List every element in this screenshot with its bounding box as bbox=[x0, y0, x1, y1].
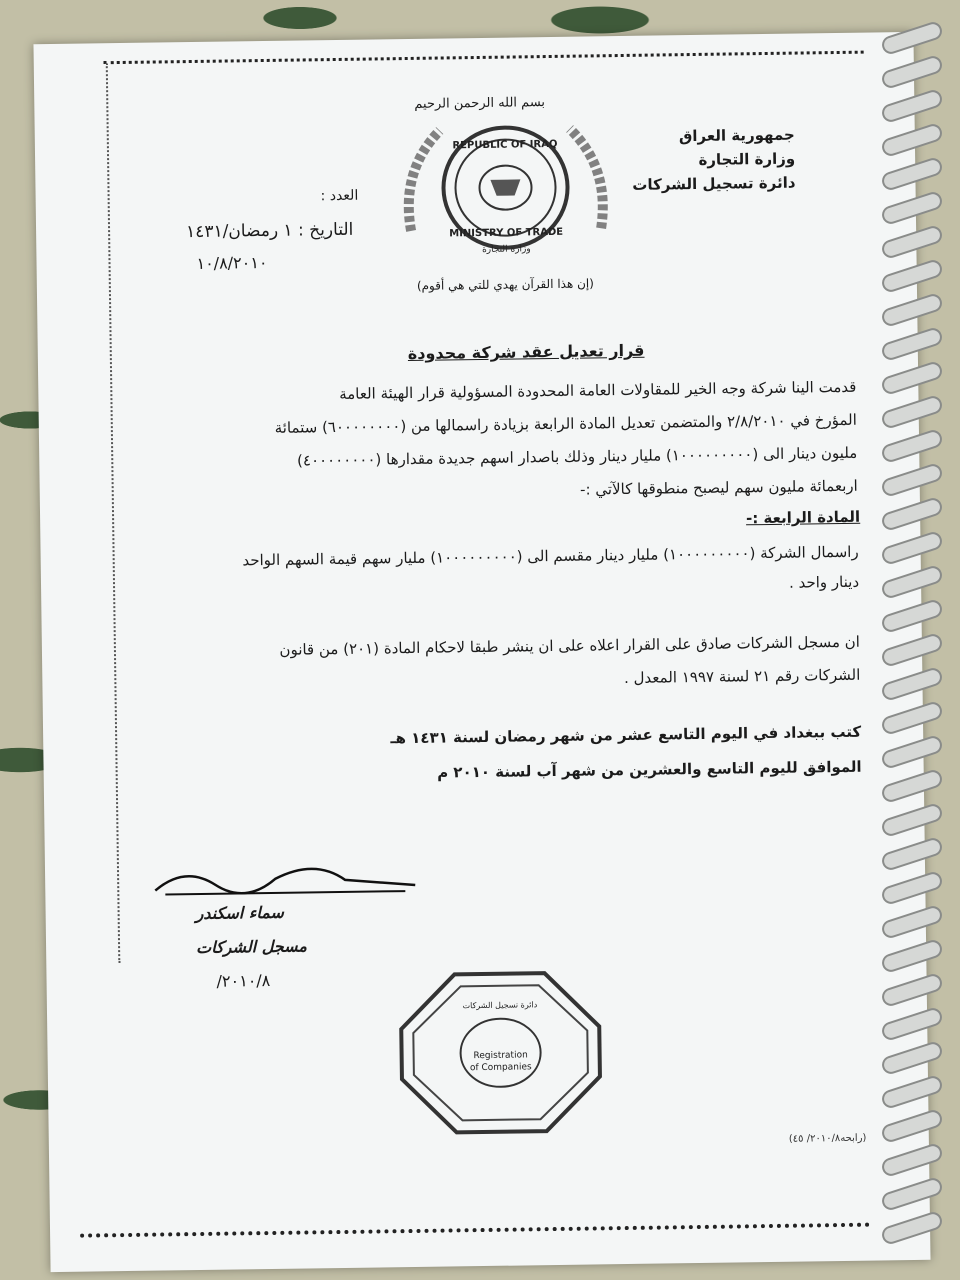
binding-ring bbox=[881, 497, 943, 531]
binding-ring bbox=[881, 531, 943, 565]
article-line: دينار واحد . bbox=[788, 572, 860, 592]
binding-ring bbox=[881, 837, 943, 871]
binding-ring bbox=[881, 1177, 943, 1211]
quran-verse: (إن هذا القرآن يهدي للتي هي أقوم) bbox=[416, 276, 594, 293]
registrar-line: ان مسجل الشركات صادق على القرار اعلاه على ان ينشر طبقا لاحكام المادة (٢٠١) من قانون bbox=[279, 632, 861, 659]
article-heading: المادة الرابعة :- bbox=[745, 507, 861, 528]
binding-ring bbox=[881, 293, 943, 327]
body-line: مليون دينار الى (١٠٠٠٠٠٠٠٠٠) مليار دينار وذلك باصدار اسهم جديدة مقدارها (٤٠٠٠٠٠٠٠٠) bbox=[296, 443, 858, 470]
binding-ring bbox=[881, 55, 943, 89]
svg-text:وزارة التجارة: وزارة التجارة bbox=[481, 244, 531, 255]
binding-ring bbox=[881, 259, 943, 293]
left-dotted-border bbox=[106, 63, 121, 963]
date-gregorian: ١٠/٨/٢٠١٠ bbox=[196, 252, 268, 273]
binding-ring bbox=[881, 633, 943, 667]
binding-ring bbox=[881, 939, 943, 973]
header-ministry: وزارة التجارة bbox=[698, 149, 796, 169]
binding-ring bbox=[881, 21, 943, 55]
header-country: جمهورية العراق bbox=[678, 125, 795, 146]
binding-ring bbox=[881, 225, 943, 259]
date-hijri: التاريخ : ١ رمضان/١٤٣١ bbox=[185, 219, 354, 243]
document-title: قرار تعديل عقد شركة محدودة bbox=[407, 340, 645, 364]
signatory-name: سماء اسكندر bbox=[195, 902, 285, 924]
binding-ring bbox=[881, 327, 943, 361]
top-dotted-border bbox=[104, 51, 864, 65]
bottom-dotted-border bbox=[80, 1223, 870, 1238]
binding-ring bbox=[881, 871, 943, 905]
binding-ring bbox=[881, 803, 943, 837]
body-line: قدمت الينا شركة وجه الخير للمقاولات العامة المحدودة المسؤولية قرار الهيئة العامة bbox=[339, 377, 857, 403]
registrar-line: الشركات رقم ٢١ لسنة ١٩٩٧ المعدل . bbox=[623, 665, 861, 688]
number-label: العدد : bbox=[320, 187, 359, 205]
article-line: راسمال الشركة (١٠٠٠٠٠٠٠٠٠) مليار دينار مقسم الى (١٠٠٠٠٠٠٠٠٠) مليار سهم قيمة السهم الواحد bbox=[242, 542, 859, 570]
signatory-title: مسجل الشركات bbox=[195, 936, 308, 958]
document-page bbox=[33, 32, 930, 1272]
header-department: دائرة تسجيل الشركات bbox=[632, 173, 796, 194]
written-line: كتب ببغداد في اليوم التاسع عشر من شهر رمضان لسنة ١٤٣١ هـ bbox=[390, 722, 862, 748]
registration-seal bbox=[394, 966, 606, 1139]
binding-ring bbox=[881, 1075, 943, 1109]
binding-ring bbox=[881, 905, 943, 939]
written-line: الموافق لليوم التاسع والعشرين من شهر آب لسنة ٢٠١٠ م bbox=[437, 757, 862, 782]
binding-ring bbox=[881, 395, 943, 429]
binding-ring bbox=[881, 1211, 943, 1245]
basmala: بسم الله الرحمن الرحيم bbox=[414, 95, 546, 112]
signature-date: ٢٠١٠/٨/ bbox=[216, 970, 271, 991]
binding-ring bbox=[881, 1109, 943, 1143]
body-line: المؤرخ في ٢/٨/٢٠١٠ والمتضمن تعديل المادة الرابعة بزيادة راسمالها من (٦٠٠٠٠٠٠٠٠) ستمائة bbox=[274, 410, 857, 437]
binding-ring bbox=[881, 599, 943, 633]
binding-ring bbox=[881, 565, 943, 599]
binding-ring bbox=[881, 1143, 943, 1177]
binding-ring bbox=[881, 361, 943, 395]
binding-ring bbox=[881, 123, 943, 157]
binding-ring bbox=[881, 1007, 943, 1041]
footer-code: (رابحه٢٠١٠/٨/ ٤٥) bbox=[788, 1132, 867, 1145]
binding-ring bbox=[881, 735, 943, 769]
svg-text:Registration: Registration bbox=[473, 1050, 528, 1062]
signature-scribble bbox=[145, 857, 426, 901]
svg-text:of Companies: of Companies bbox=[469, 1062, 532, 1074]
spiral-binding bbox=[872, 20, 960, 1270]
binding-ring bbox=[881, 463, 943, 497]
svg-text:MINISTRY OF TRADE: MINISTRY OF TRADE bbox=[449, 226, 564, 240]
binding-ring bbox=[881, 701, 943, 735]
binding-ring bbox=[881, 191, 943, 225]
binding-ring bbox=[881, 1041, 943, 1075]
ministry-seal bbox=[399, 108, 611, 261]
binding-ring bbox=[881, 429, 943, 463]
svg-text:REPUBLIC OF IRAQ: REPUBLIC OF IRAQ bbox=[452, 138, 558, 152]
binding-ring bbox=[881, 157, 943, 191]
binding-ring bbox=[881, 973, 943, 1007]
body-line: اربعمائة مليون سهم ليصبح منطوقها كالآتي :- bbox=[579, 476, 858, 499]
svg-text:دائرة تسجيل الشركات: دائرة تسجيل الشركات bbox=[462, 1000, 538, 1011]
binding-ring bbox=[881, 769, 943, 803]
binding-ring bbox=[881, 89, 943, 123]
binding-ring bbox=[881, 667, 943, 701]
